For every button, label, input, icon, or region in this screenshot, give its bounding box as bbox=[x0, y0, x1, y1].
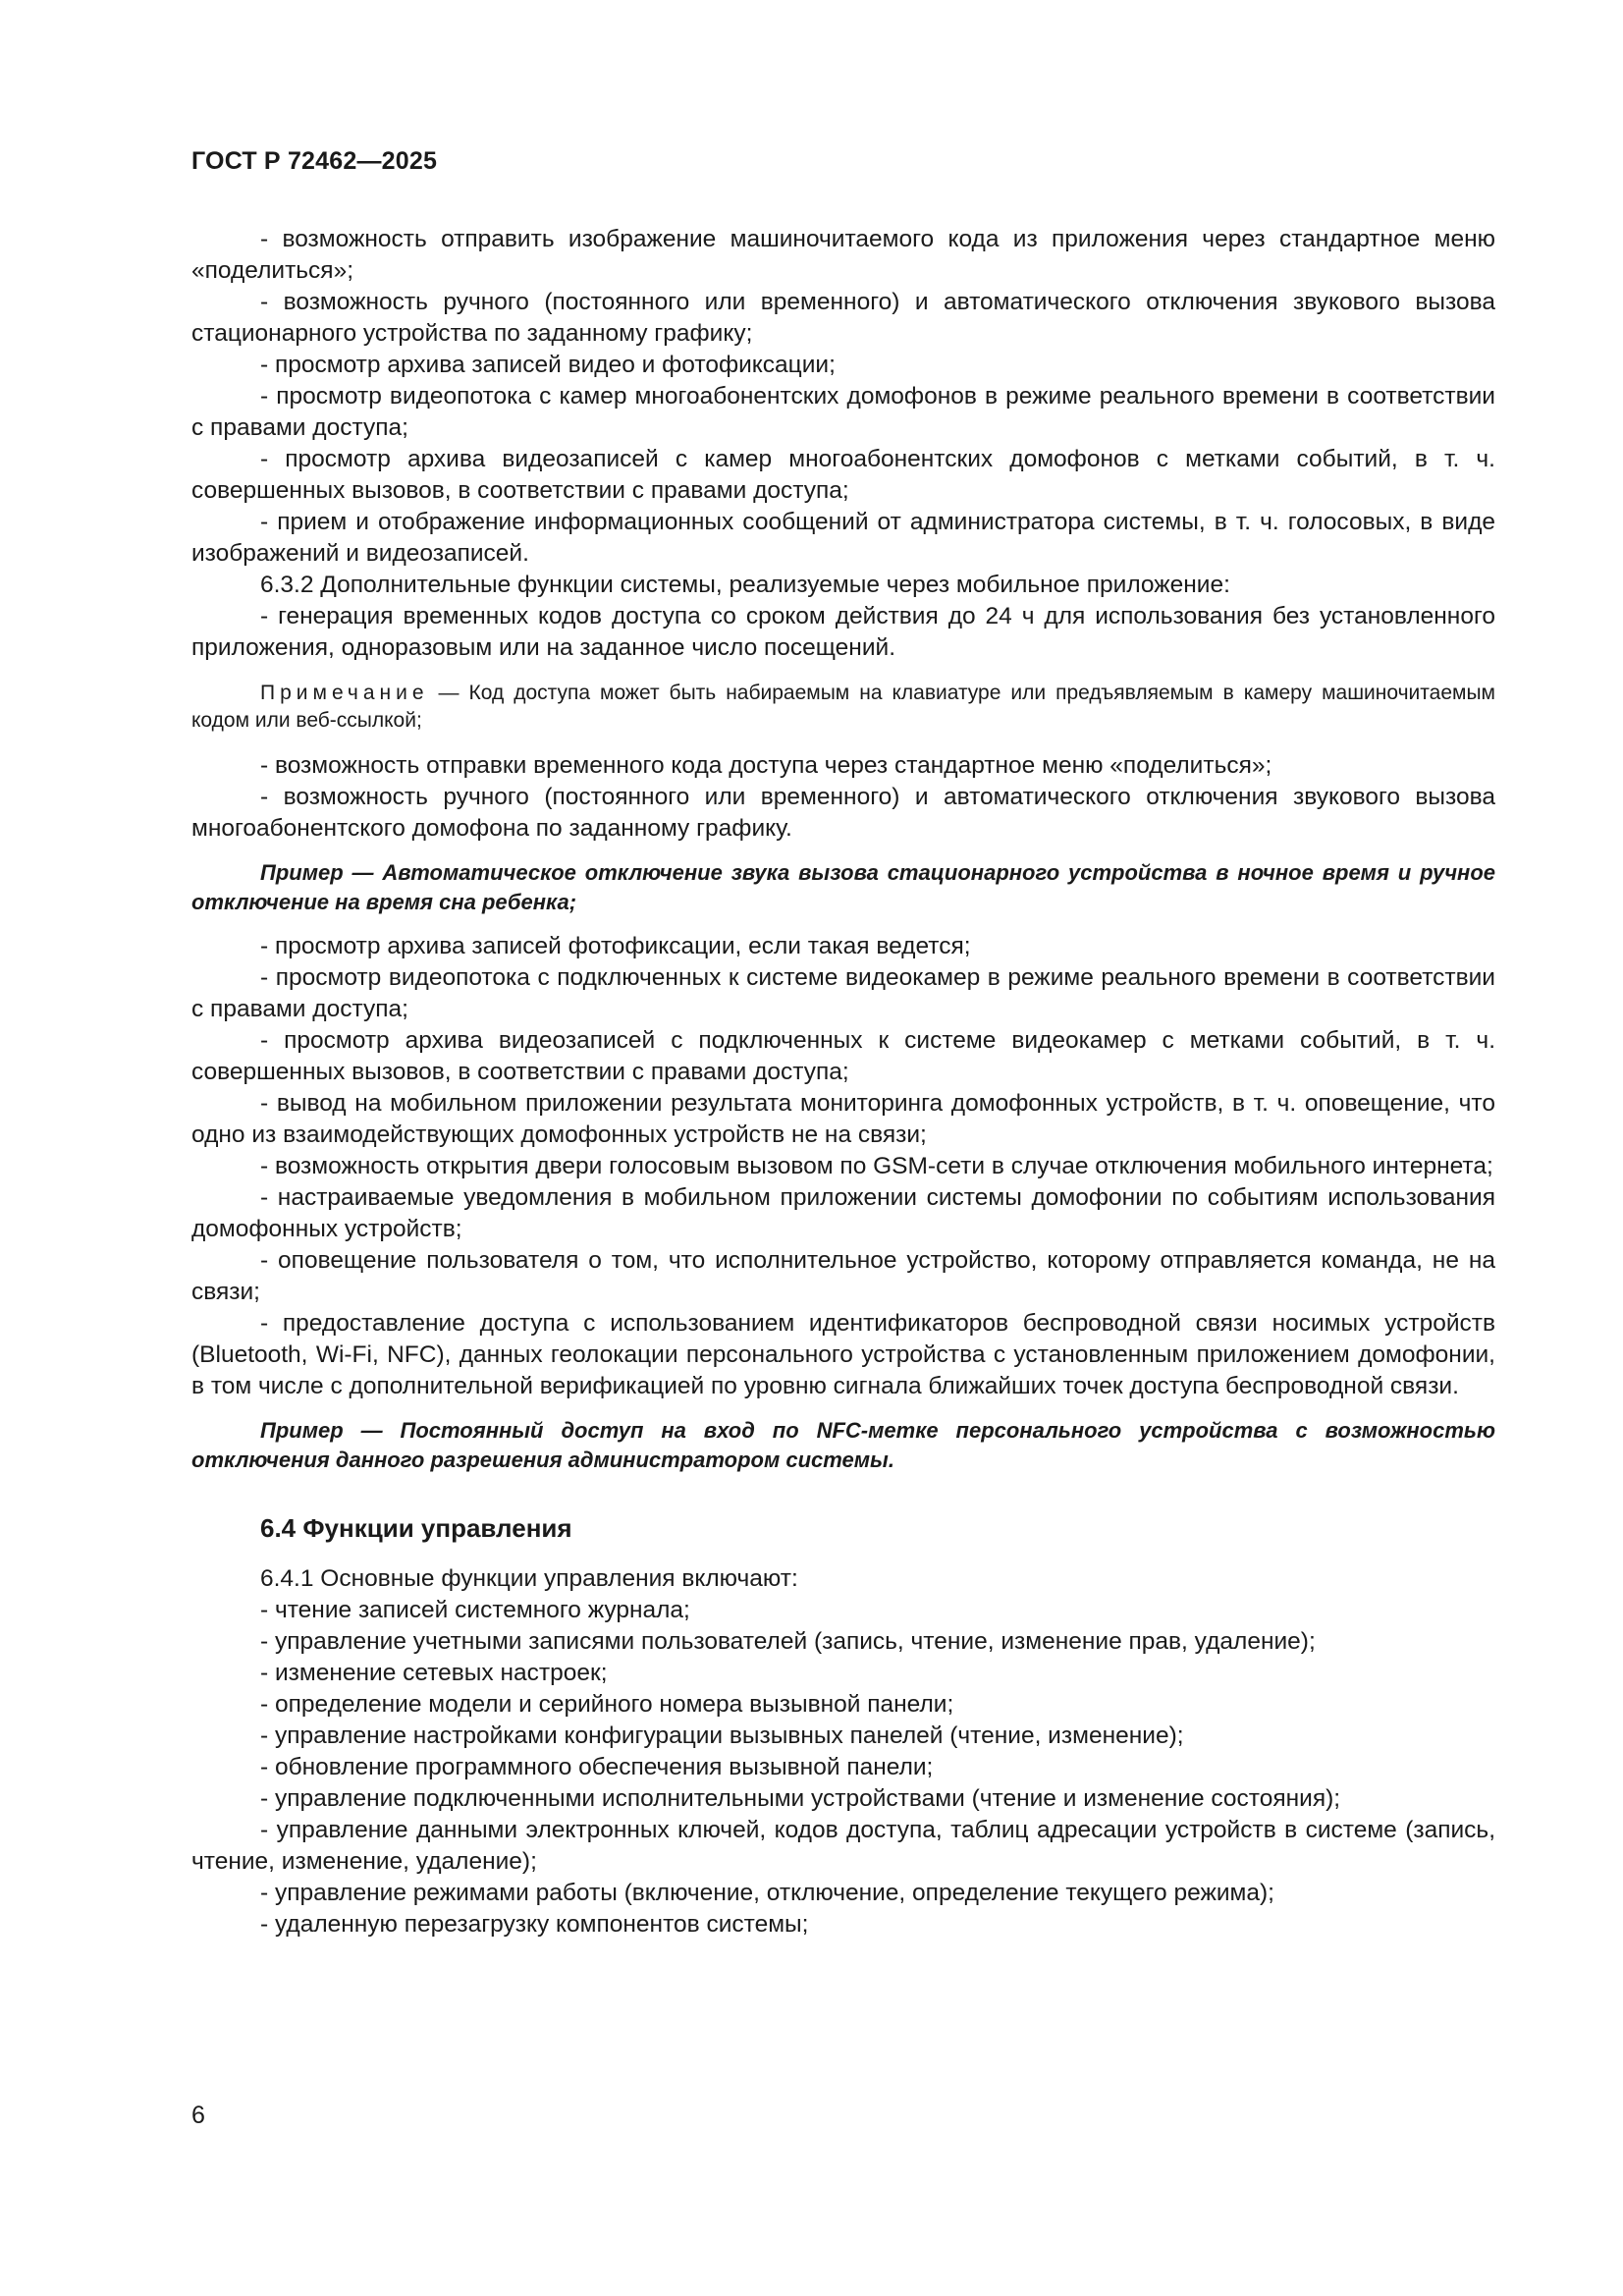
list-item: - возможность открытия двери голосовым вызовом по GSM-сети в случае отключения мобильного интернета; bbox=[260, 1153, 1493, 1179]
note-text: — Код доступа может быть набираемым на клавиатуре или предъявляемым в камеру машиночитаемым кодом или веб-ссылкой; bbox=[191, 682, 1495, 732]
list-item: - просмотр видеопотока с камер многоабонентских домофонов в режиме реального времени в соответствии с правами доступа; bbox=[191, 383, 1495, 441]
example-paragraph: Пример — Автоматическое отключение звука вызова стационарного устройства в ночное время и ручное отключение на время сна ребенка; bbox=[191, 860, 1495, 914]
list-item: - просмотр архива видеозаписей с подключенных к системе видеокамер с метками событий, в т. ч. совершенных вызовов, в соответствии с правами доступа; bbox=[191, 1027, 1495, 1085]
list-item: - предоставление доступа с использованием идентификаторов беспроводной связи носимых устройств (Bluetooth, Wi-Fi, NFC), данных геолокации персонального устройства с установленным приложением домофонии, в том числе с дополнительной верификацией по уровню сигнала ближайших точек доступа беспроводной связи. bbox=[191, 1310, 1495, 1399]
list-item: - просмотр архива записей фотофиксации, если такая ведется; bbox=[260, 933, 971, 959]
list-item: - возможность отправить изображение машиночитаемого кода из приложения через стандартное меню «поделиться»; bbox=[191, 226, 1495, 284]
list-item: - просмотр архива видеозаписей с камер многоабонентских домофонов с метками событий, в т. ч. совершенных вызовов, в соответствии с правами доступа; bbox=[191, 446, 1495, 504]
list-item: - настраиваемые уведомления в мобильном приложении системы домофонии по событиям использования домофонных устройств; bbox=[191, 1184, 1495, 1242]
example-paragraph: Пример — Постоянный доступ на вход по NFC-метке персонального устройства с возможностью отключения данного разрешения администратором системы. bbox=[191, 1418, 1495, 1472]
list-item: - управление подключенными исполнительными устройствами (чтение и изменение состояния); bbox=[260, 1785, 1341, 1812]
section-title: 6.4 Функции управления bbox=[260, 1513, 572, 1543]
list-item: - оповещение пользователя о том, что исполнительное устройство, которому отправляется команда, не на связи; bbox=[191, 1247, 1495, 1305]
list-item: - вывод на мобильном приложении результата мониторинга домофонных устройств, в т. ч. оповещение, что одно из взаимодействующих домофонных устройств не на связи; bbox=[191, 1090, 1495, 1148]
list-item: - просмотр архива записей видео и фотофиксации; bbox=[260, 352, 836, 378]
note-paragraph bbox=[191, 680, 1495, 735]
list-item: - определение модели и серийного номера вызывной панели; bbox=[260, 1691, 954, 1718]
list-item: - возможность отправки временного кода доступа через стандартное меню «поделиться»; bbox=[260, 752, 1272, 779]
document-body bbox=[191, 224, 1495, 1941]
clause-paragraph: 6.4.1 Основные функции управления включают: bbox=[260, 1565, 798, 1592]
list-item: - генерация временных кодов доступа со сроком действия до 24 ч для использования без установленного приложения, одноразовым или на заданное число посещений. bbox=[191, 603, 1495, 661]
list-item: - удаленную перезагрузку компонентов системы; bbox=[260, 1911, 809, 1938]
clause-paragraph: 6.3.2 Дополнительные функции системы, реализуемые через мобильное приложение: bbox=[260, 572, 1230, 598]
page-number: 6 bbox=[191, 2102, 205, 2129]
list-item: - прием и отображение информационных сообщений от администратора системы, в т. ч. голосовых, в виде изображений и видеозаписей. bbox=[191, 509, 1495, 567]
list-item: - управление настройками конфигурации вызывных панелей (чтение, изменение); bbox=[260, 1722, 1184, 1749]
note-label: Примечание bbox=[260, 682, 429, 704]
list-item: - управление учетными записями пользователей (запись, чтение, изменение прав, удаление); bbox=[260, 1628, 1316, 1655]
list-item: - управление данными электронных ключей, кодов доступа, таблиц адресации устройств в системе (запись, чтение, изменение, удаление); bbox=[191, 1817, 1495, 1875]
list-item: - изменение сетевых настроек; bbox=[260, 1660, 608, 1686]
list-item: - управление режимами работы (включение, отключение, определение текущего режима); bbox=[260, 1880, 1274, 1906]
list-item: - возможность ручного (постоянного или временного) и автоматического отключения звукового вызова стационарного устройства по заданному графику; bbox=[191, 289, 1495, 347]
list-item: - возможность ручного (постоянного или временного) и автоматического отключения звукового вызова многоабонентского домофона по заданному графику. bbox=[191, 784, 1495, 842]
list-item: - обновление программного обеспечения вызывной панели; bbox=[260, 1754, 934, 1780]
document-header: ГОСТ Р 72462—2025 bbox=[191, 147, 438, 175]
list-item: - просмотр видеопотока с подключенных к системе видеокамер в режиме реального времени в соответствии с правами доступа; bbox=[191, 964, 1495, 1022]
list-item: - чтение записей системного журнала; bbox=[260, 1597, 690, 1623]
